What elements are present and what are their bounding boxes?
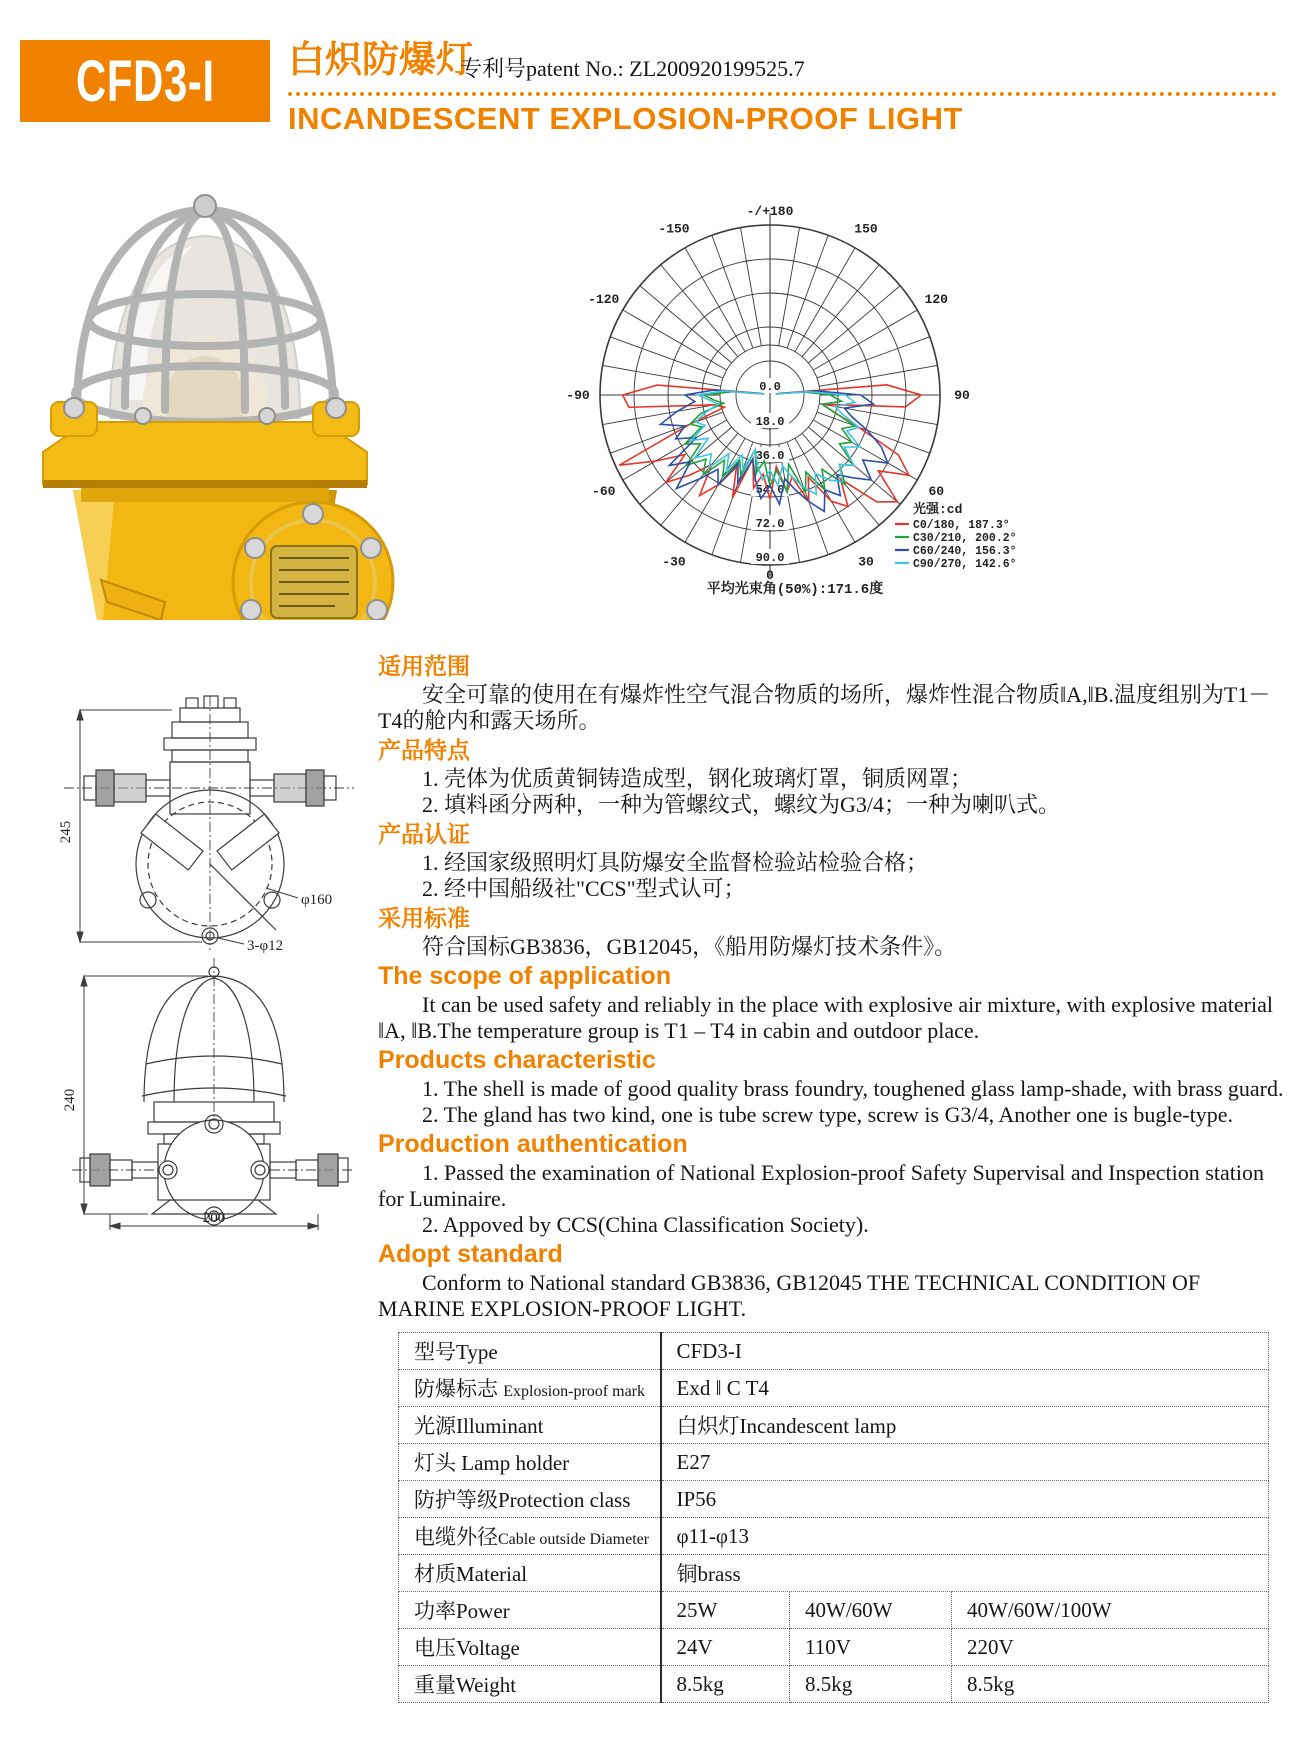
svg-text:60: 60 <box>928 484 945 499</box>
spec-label: 电缆外径Cable outside Diameter <box>399 1518 661 1555</box>
dotted-divider <box>288 92 1277 96</box>
spec-row <box>399 1444 1269 1481</box>
spec-row <box>399 1370 1269 1407</box>
svg-text:C90/270, 142.6°: C90/270, 142.6° <box>913 558 1017 571</box>
section-paragraph: 符合国标GB3836，GB12045，《船用防爆灯技术条件》。 <box>422 934 957 959</box>
section-heading: 适用范围 <box>378 653 470 679</box>
dimension-label: φ160 <box>301 892 333 908</box>
spec-value: 40W/60W <box>790 1592 952 1629</box>
model-logo-text: CFD3-I <box>75 48 215 114</box>
spec-label: 防护等级Protection class <box>399 1481 661 1518</box>
section-paragraph: 2. The gland has two kind, one is tube screw type, screw is G3/4, Another one is bugle-type. <box>422 1102 1233 1127</box>
spec-value: 8.5kg <box>661 1666 790 1703</box>
spec-value: 24V <box>661 1629 790 1666</box>
section-paragraph: 2. 经中国船级社"CCS"型式认可； <box>422 876 746 901</box>
svg-text:90.0: 90.0 <box>755 551 785 565</box>
spec-label: 型号Type <box>399 1333 661 1370</box>
spec-label: 重量Weight <box>399 1666 661 1703</box>
spec-value: 110V <box>790 1629 952 1666</box>
spec-row <box>399 1592 1269 1629</box>
dimension-label: 3-φ12 <box>247 938 284 954</box>
chart-caption: 平均光束角(50%):171.6度 <box>706 582 884 598</box>
text-sections <box>378 650 1292 1322</box>
section-paragraph: It can be used safety and reliably in the place with explosive air mixture, with explosive material ‖A, ‖B.The temperature group is T1 – T4 in cabin and outdoor place. <box>378 992 1273 1043</box>
spec-row <box>399 1518 1269 1555</box>
svg-text:-120: -120 <box>588 292 620 307</box>
section-heading: Adopt standard <box>378 1240 563 1268</box>
spec-label: 功率Power <box>399 1592 661 1629</box>
svg-text:120: 120 <box>924 292 948 307</box>
chart-legend <box>895 501 1017 571</box>
spec-label: 灯头 Lamp holder <box>399 1444 661 1481</box>
section-paragraph: 1. 经国家级照明灯具防爆安全监督检验站检验合格； <box>422 850 929 875</box>
svg-text:18.0: 18.0 <box>755 415 785 429</box>
svg-text:C0/180, 187.3°: C0/180, 187.3° <box>913 519 1010 532</box>
section-heading: 产品认证 <box>378 821 470 847</box>
product-photo <box>15 150 395 620</box>
svg-text:C30/210, 200.2°: C30/210, 200.2° <box>913 532 1017 545</box>
dimension-label: 200 <box>202 1210 226 1226</box>
spec-row <box>399 1333 1269 1370</box>
section-paragraph: 2. Appoved by CCS(China Classification Society). <box>422 1212 869 1237</box>
patent-label: 专利号patent No.: <box>460 56 630 81</box>
product-title-zh: 白炽防爆灯 <box>288 39 473 80</box>
svg-text:90: 90 <box>954 388 970 403</box>
section-heading: The scope of application <box>378 962 672 990</box>
spec-row <box>399 1666 1269 1703</box>
svg-text:30: 30 <box>858 554 874 570</box>
cage-top-knob <box>194 195 216 217</box>
product-photo-art <box>15 150 395 620</box>
svg-text:C60/240, 156.3°: C60/240, 156.3° <box>913 545 1017 558</box>
svg-text:-90: -90 <box>566 388 590 403</box>
section-paragraph: 1. 壳体为优质黄铜铸造成型，钢化玻璃灯罩，铜质网罩； <box>422 766 973 791</box>
svg-text:54.0: 54.0 <box>755 483 785 497</box>
spec-value: 白炽灯Incandescent lamp <box>661 1407 1269 1444</box>
section-paragraph: 2. 填料函分两种，一种为管螺纹式，螺纹为G3/4；一种为喇叭式。 <box>422 792 1061 817</box>
spec-row <box>399 1629 1269 1666</box>
section-paragraph: 安全可靠的使用在有爆炸性空气混合物质的场所，爆炸性混合物质‖A,‖B.温度组别为T1－T4的舱内和露天场所。 <box>378 682 1271 733</box>
spec-row <box>399 1555 1269 1592</box>
lamp-housing <box>148 1102 280 1225</box>
section-paragraph: Conform to National standard GB3836, GB12045 THE TECHNICAL CONDITION OF MARINE EXPLOSION-PROOF LIGHT. <box>378 1270 1201 1321</box>
svg-text:光强:cd: 光强:cd <box>913 502 963 517</box>
center-lines <box>64 696 354 950</box>
patent-line <box>460 52 805 83</box>
section-heading: 采用标准 <box>378 905 470 931</box>
spec-label: 光源Illuminant <box>399 1407 661 1444</box>
spec-value: φ11-φ13 <box>661 1518 1269 1555</box>
section-paragraph: 1. Passed the examination of National Explosion-proof Safety Supervisal and Inspection station for Luminaire. <box>378 1160 1264 1211</box>
spec-row <box>399 1407 1269 1444</box>
svg-text:-60: -60 <box>592 484 616 499</box>
top-view-drawing <box>52 692 362 957</box>
spec-row <box>399 1481 1269 1518</box>
patent-number: ZL200920199525.7 <box>629 56 805 81</box>
intensity-distribution-chart <box>545 172 1075 602</box>
spec-label: 防爆标志 Explosion-proof mark <box>399 1370 661 1407</box>
spec-value: 铜brass <box>661 1555 1269 1592</box>
spec-table <box>398 1332 1269 1703</box>
dimension-label: 245 <box>58 820 74 844</box>
section-heading: Products characteristic <box>378 1046 656 1074</box>
spec-value: 8.5kg <box>790 1666 952 1703</box>
spec-label: 材质Material <box>399 1555 661 1592</box>
section-heading: 产品特点 <box>378 737 470 763</box>
spec-value: 8.5kg <box>952 1666 1269 1703</box>
spec-value: 25W <box>661 1592 790 1629</box>
svg-text:-150: -150 <box>658 221 690 237</box>
svg-text:0: 0 <box>766 568 774 583</box>
dimension-label: 240 <box>62 1088 78 1112</box>
spec-value: 40W/60W/100W <box>952 1592 1269 1629</box>
spec-value: IP56 <box>661 1481 1269 1518</box>
product-title-en: INCANDESCENT EXPLOSION-PROOF LIGHT <box>288 101 963 136</box>
svg-text:150: 150 <box>854 221 878 237</box>
svg-text:-30: -30 <box>662 554 686 570</box>
spec-value: E27 <box>661 1444 1269 1481</box>
svg-text:72.0: 72.0 <box>755 517 785 531</box>
spec-value: CFD3-I <box>661 1333 1269 1370</box>
model-logo-box <box>20 40 270 122</box>
section-paragraph: 1. The shell is made of good quality brass foundry, toughened glass lamp-shade, with brass guard. <box>422 1076 1284 1101</box>
spec-label: 电压Voltage <box>399 1629 661 1666</box>
spec-table-wrap <box>398 1332 1268 1703</box>
svg-text:-/+180: -/+180 <box>746 204 794 219</box>
svg-text:0.0: 0.0 <box>759 380 781 394</box>
svg-text:36.0: 36.0 <box>755 449 785 463</box>
spec-value: Exd ‖ C T4 <box>661 1370 1269 1407</box>
front-view-drawing <box>62 952 362 1232</box>
spec-value: 220V <box>952 1629 1269 1666</box>
polar-chart-svg <box>545 172 1075 602</box>
section-heading: Production authentication <box>378 1130 688 1158</box>
